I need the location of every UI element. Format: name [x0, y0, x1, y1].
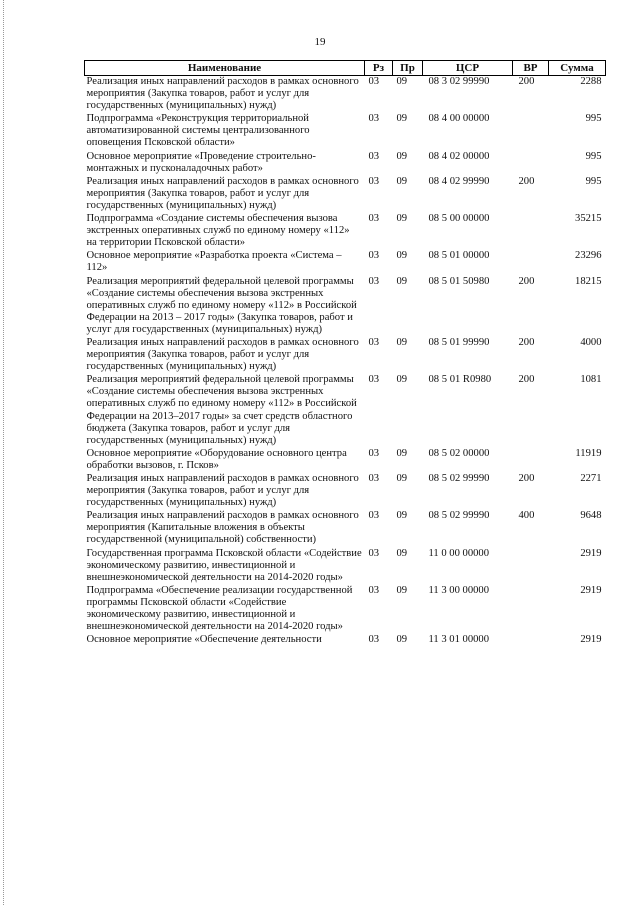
row-rz: 03 [368, 547, 380, 559]
row-vr [513, 213, 549, 250]
row-name: Подпрограмма «Реконструкция территориальной автоматизированной системы централизованного оповещения Псковской области» [86, 113, 310, 149]
row-csr: 08 3 02 99990 [428, 76, 490, 87]
row-rz: 03 [368, 510, 380, 522]
row-pr: 09 [396, 275, 408, 287]
row-pr: 09 [396, 634, 408, 646]
row-vr: 400 [518, 510, 535, 522]
row-rz: 03 [368, 447, 380, 459]
row-sum: 995 [585, 113, 602, 125]
table-row [85, 510, 606, 547]
row-name: Основное мероприятие «Оборудование основного центра обработки вызовов, г. Псков» [86, 447, 347, 471]
table-row [85, 337, 606, 374]
row-pr: 09 [396, 547, 408, 559]
row-name: Подпрограмма «Создание системы обеспечения вызова экстренных оперативных служб по единому номеру «112» на территории Псковской области» [86, 213, 350, 249]
scan-edge [3, 0, 5, 905]
row-pr: 09 [396, 175, 408, 187]
row-sum: 23296 [575, 250, 602, 262]
row-name: Реализация мероприятий федеральной целевой программы «Создание системы обеспечения вызова экстренных оперативных служб по единому номеру «112» в Российской Федерации на 2013–2017 годы» за счет средств областного бюджета (Закупка товаров, работ и услуг для государственных (муниципальных) нужд) [86, 374, 357, 446]
row-csr: 08 5 01 99990 [428, 336, 490, 348]
row-sum: 2919 [580, 547, 602, 559]
row-csr: 08 5 01 50980 [428, 275, 490, 287]
table-row [85, 213, 606, 250]
row-csr: 08 4 02 00000 [428, 150, 490, 162]
row-name: Реализация иных направлений расходов в рамках основного мероприятия (Капитальные вложения в объекты государственной (муниципальной) собственности) [86, 510, 359, 546]
row-rz: 03 [368, 250, 380, 262]
row-rz: 03 [368, 374, 380, 386]
row-sum: 4000 [580, 336, 602, 348]
row-name: Реализация иных направлений расходов в рамках основного мероприятия (Закупка товаров, работ и услуг для государственных (муниципальных) нужд) [86, 473, 359, 509]
row-vr [513, 113, 549, 150]
row-rz: 03 [368, 584, 380, 596]
row-sum: 2288 [580, 76, 602, 87]
row-sum: 1081 [580, 374, 602, 386]
row-pr: 09 [396, 473, 408, 484]
table-row [85, 276, 606, 337]
row-csr: 11 3 01 00000 [428, 634, 490, 646]
table-row [85, 634, 606, 647]
header-pr: Пр [393, 61, 423, 76]
row-vr [513, 448, 549, 473]
table-row [85, 176, 606, 213]
row-pr: 09 [396, 213, 408, 225]
row-csr: 11 3 00 00000 [428, 584, 490, 596]
row-name: Реализация иных направлений расходов в рамках основного мероприятия (Закупка товаров, работ и услуг для государственных (муниципальных) нужд) [86, 175, 359, 211]
table-row [85, 548, 606, 585]
row-pr: 09 [396, 113, 408, 125]
row-csr: 08 5 00 00000 [428, 213, 490, 225]
table-row [85, 76, 606, 114]
row-vr [513, 634, 549, 647]
row-sum: 2919 [580, 584, 602, 596]
row-pr: 09 [396, 336, 408, 348]
row-pr: 09 [396, 510, 408, 522]
row-sum: 995 [585, 150, 602, 162]
header-vr: ВР [513, 61, 549, 76]
header-name: Наименование [85, 61, 365, 76]
row-vr: 200 [518, 473, 535, 484]
row-vr: 200 [518, 275, 535, 287]
row-sum: 9648 [580, 510, 602, 522]
row-name: Государственная программа Псковской области «Содействие экономическому развитию, инвестиционной и внешнеэкономической деятельности на 2014-2020 годы» [86, 547, 362, 583]
header-sum: Сумма [549, 61, 606, 76]
row-name: Реализация мероприятий федеральной целевой программы «Создание системы обеспечения вызова экстренных оперативных служб по единому номеру «112» в Российской Федерации на 2013 – 2017 годы» (Закупка товаров, работ и услуг для государственных (муниципальных) нужд) [86, 275, 357, 335]
row-csr: 08 4 02 99990 [428, 175, 490, 187]
row-name: Реализация иных направлений расходов в рамках основного мероприятия (Закупка товаров, работ и услуг для государственных (муниципальных) нужд) [86, 76, 359, 112]
row-rz: 03 [368, 175, 380, 187]
row-csr: 11 0 00 00000 [428, 547, 490, 559]
table-row [85, 374, 606, 448]
row-name: Основное мероприятие «Разработка проекта «Система – 112» [86, 250, 342, 274]
row-csr: 08 5 01 00000 [428, 250, 490, 262]
row-vr: 200 [518, 374, 535, 386]
row-name: Основное мероприятие «Обеспечение деятельности [86, 634, 322, 646]
table-row [85, 113, 606, 150]
budget-table [84, 60, 606, 647]
row-rz: 03 [368, 150, 380, 162]
row-rz: 03 [368, 213, 380, 225]
row-vr: 200 [518, 336, 535, 348]
row-csr: 08 5 02 99990 [428, 510, 490, 522]
header-rz: Рз [365, 61, 393, 76]
row-name: Основное мероприятие «Проведение строительно-монтажных и пусконаладочных работ» [86, 150, 316, 174]
row-pr: 09 [396, 250, 408, 262]
row-sum: 11919 [575, 447, 602, 459]
row-csr: 08 4 00 00000 [428, 113, 490, 125]
row-pr: 09 [396, 584, 408, 596]
row-vr [513, 585, 549, 634]
row-csr: 08 5 02 99990 [428, 473, 490, 484]
row-vr: 200 [518, 175, 535, 187]
table-row [85, 585, 606, 634]
row-rz: 03 [368, 76, 380, 87]
header-csr: ЦСР [423, 61, 513, 76]
row-csr: 08 5 01 R0980 [428, 374, 492, 386]
row-sum: 995 [585, 175, 602, 187]
row-sum: 18215 [575, 275, 602, 287]
row-rz: 03 [368, 634, 380, 646]
row-pr: 09 [396, 76, 408, 87]
row-sum: 35215 [575, 213, 602, 225]
row-pr: 09 [396, 447, 408, 459]
row-sum: 2919 [580, 634, 602, 646]
page-number: 19 [314, 36, 326, 48]
table-row [85, 151, 606, 176]
table-row [85, 473, 606, 510]
row-vr [513, 151, 549, 176]
row-pr: 09 [396, 374, 408, 386]
row-vr [513, 250, 549, 275]
table-row [85, 448, 606, 473]
row-sum: 2271 [580, 473, 602, 484]
row-rz: 03 [368, 113, 380, 125]
row-rz: 03 [368, 473, 380, 484]
row-rz: 03 [368, 275, 380, 287]
row-vr: 200 [518, 76, 535, 87]
row-vr [513, 548, 549, 585]
row-pr: 09 [396, 150, 408, 162]
table-header-row [85, 61, 606, 76]
row-name: Подпрограмма «Обеспечение реализации государственной программы Псковской области «Содействие экономическому развитию, инвестиционной и внешнеэкономической деятельности на 2014-2020 годы» [86, 584, 353, 633]
row-csr: 08 5 02 00000 [428, 447, 490, 459]
row-rz: 03 [368, 336, 380, 348]
table-row [85, 250, 606, 275]
row-name: Реализация иных направлений расходов в рамках основного мероприятия (Закупка товаров, работ и услуг для государственных (муниципальных) нужд) [86, 336, 359, 373]
